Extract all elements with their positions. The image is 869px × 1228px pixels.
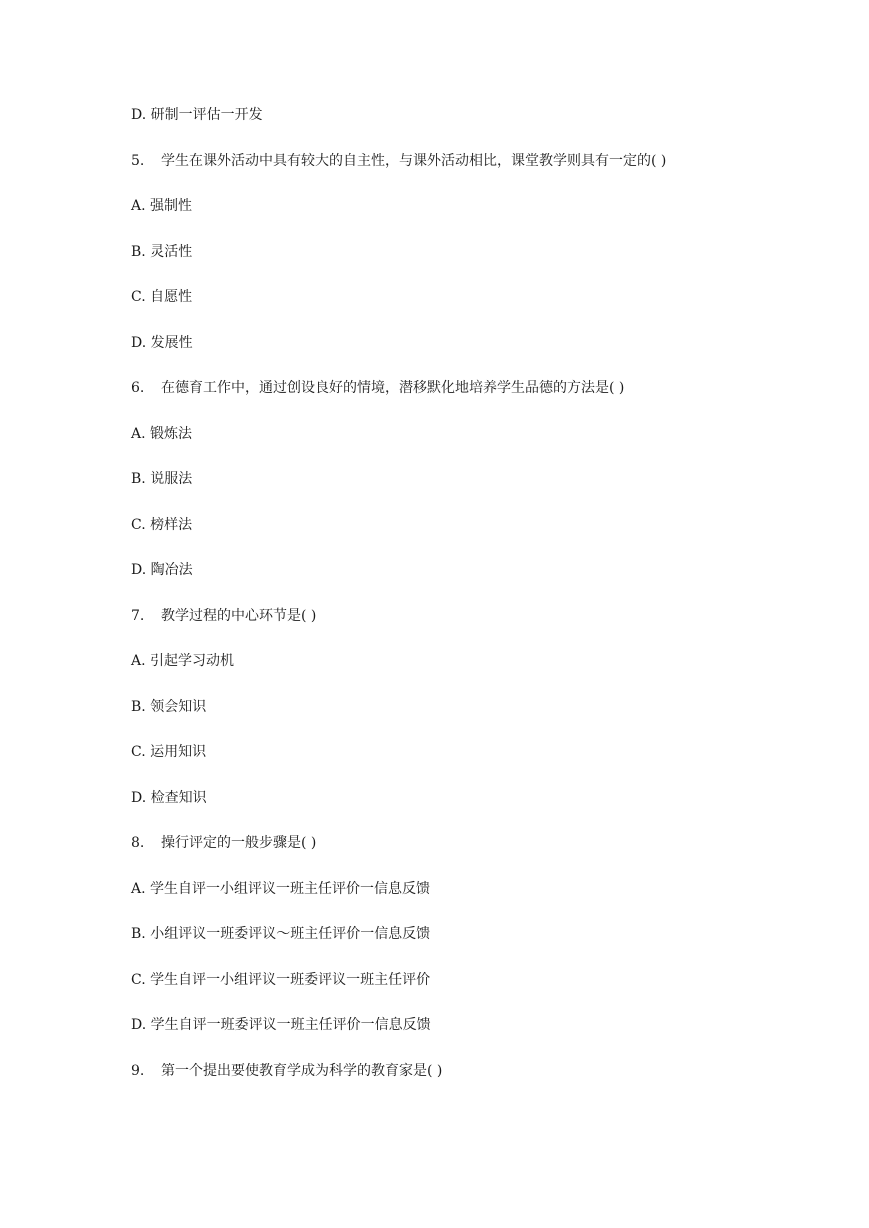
option-text: D. 学生自评一班委评议一班主任评价一信息反馈 — [131, 1017, 431, 1033]
option-text: B. 小组评议一班委评议～班主任评价一信息反馈 — [131, 926, 431, 942]
question-number: 9. — [131, 1062, 145, 1079]
option-text: C. 学生自评一小组评议一班委评议一班主任评价 — [131, 971, 431, 988]
question-number: 8. — [131, 835, 145, 851]
option-line — [131, 878, 831, 900]
option-line — [131, 559, 831, 581]
option-text: D. 发展性 — [131, 334, 193, 351]
option-line — [131, 286, 831, 308]
option-text: D. 检查知识 — [131, 789, 207, 806]
option-text: D. 研制一评估一开发 — [131, 107, 263, 123]
option-text: A. 锻炼法 — [131, 425, 193, 442]
question-text: 教学过程的中心环节是( ) — [161, 607, 317, 624]
question-number: 5. — [131, 152, 145, 169]
option-text: C. 自愿性 — [131, 289, 193, 305]
option-text: B. 领会知识 — [131, 698, 207, 715]
question-line — [131, 605, 831, 627]
option-line — [131, 241, 831, 263]
option-line — [131, 468, 831, 490]
question-number: 7. — [131, 607, 145, 624]
option-text: A. 学生自评一小组评议一班主任评价一信息反馈 — [131, 880, 431, 897]
option-line — [131, 104, 831, 126]
option-text: C. 运用知识 — [131, 744, 207, 760]
question-text: 学生在课外活动中具有较大的自主性，与课外活动相比，课堂教学则具有一定的( ) — [161, 152, 667, 169]
question-line — [131, 150, 831, 172]
option-text: B. 说服法 — [131, 471, 193, 487]
document-page — [131, 104, 831, 1105]
question-text: 第一个提出要使教育学成为科学的教育家是( ) — [161, 1062, 443, 1079]
option-line — [131, 514, 831, 536]
question-line — [131, 1060, 831, 1082]
option-text: B. 灵活性 — [131, 243, 193, 260]
option-line — [131, 332, 831, 354]
option-text: D. 陶冶法 — [131, 562, 193, 578]
option-line — [131, 650, 831, 672]
option-text: A. 引起学习动机 — [131, 653, 235, 669]
option-line — [131, 195, 831, 217]
option-line — [131, 696, 831, 718]
option-line — [131, 787, 831, 809]
question-text: 操行评定的一般步骤是( ) — [161, 835, 317, 851]
option-text: C. 榜样法 — [131, 516, 193, 533]
option-line — [131, 1014, 831, 1036]
question-text: 在德育工作中，通过创设良好的情境，潜移默化地培养学生品德的方法是( ) — [161, 380, 625, 396]
question-line — [131, 832, 831, 854]
option-text: A. 强制性 — [131, 198, 193, 214]
option-line — [131, 969, 831, 991]
question-line — [131, 377, 831, 399]
question-number: 6. — [131, 380, 145, 396]
option-line — [131, 741, 831, 763]
option-line — [131, 423, 831, 445]
option-line — [131, 923, 831, 945]
